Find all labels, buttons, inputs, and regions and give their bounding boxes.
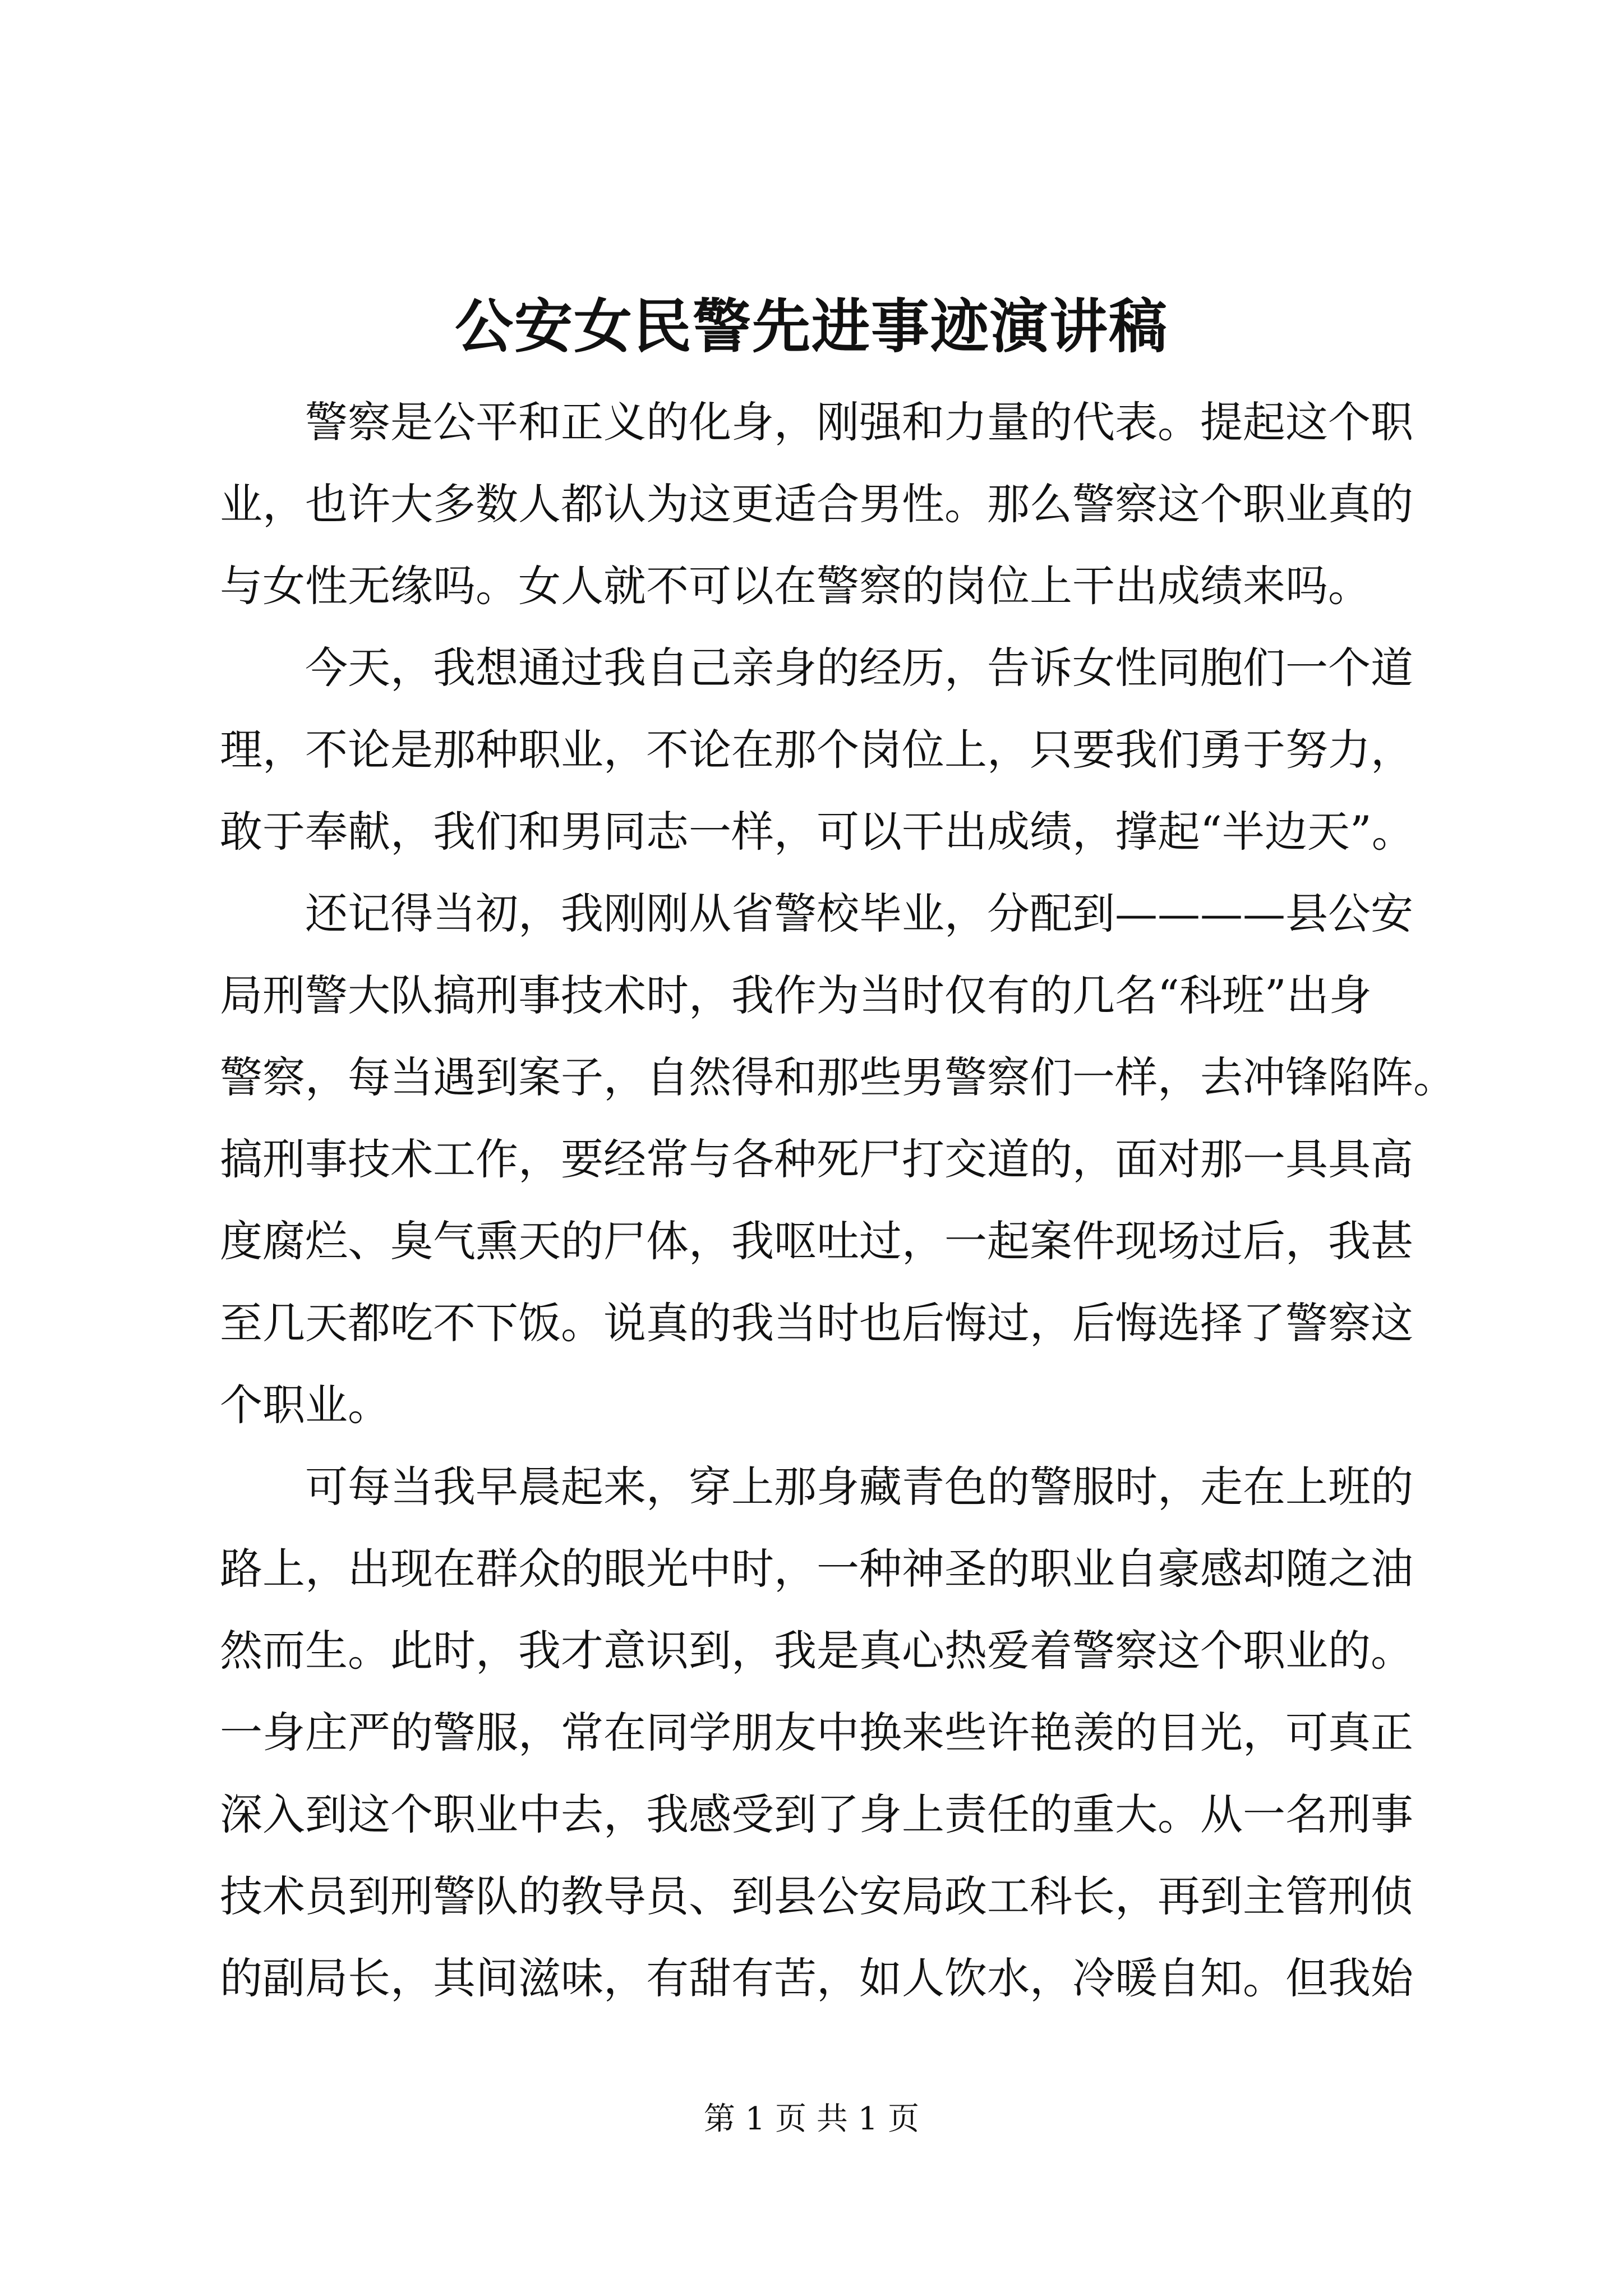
paragraph-line: 警察是公平和正义的化身，刚强和力量的代表。提起这个职 xyxy=(305,397,1413,447)
paragraph-line: 警察，每当遇到案子，自然得和那些男警察们一样，去冲锋陷阵。 xyxy=(220,1052,1456,1102)
paragraph-line: 至几天都吃不下饭。说真的我当时也后悔过，后悔选择了警察这 xyxy=(220,1298,1413,1348)
paragraph-line: 一身庄严的警服，常在同学朋友中换来些许艳羡的目光，可真正 xyxy=(220,1708,1413,1757)
paragraph-line: 的副局长，其间滋味，有甜有苦，如人饮水，冷暖自知。但我始 xyxy=(220,1953,1413,2003)
page-footer: 第 1 页 共 1 页 xyxy=(703,2101,920,2137)
paragraph-line: 搞刑事技术工作，要经常与各种死尸打交道的，面对那一具具高 xyxy=(220,1134,1413,1184)
paragraph-2 xyxy=(220,627,1414,873)
paragraph-line: 深入到这个职业中去，我感受到了身上责任的重大。从一名刑事 xyxy=(220,1789,1413,1839)
paragraph-line: 敢于奉献，我们和男同志一样，可以干出成绩，撑起“半边天”。 xyxy=(220,807,1414,857)
paragraph-1 xyxy=(220,381,1414,627)
paragraph-line: 与女性无缘吗。女人就不可以在警察的岗位上干出成绩来吗。 xyxy=(220,561,1371,611)
paragraph-line: 今天，我想通过我自己亲身的经历，告诉女性同胞们一个道 xyxy=(305,643,1413,693)
paragraph-line: 业，也许大多数人都认为这更适合男性。那么警察这个职业真的 xyxy=(220,479,1413,529)
paragraph-line: 技术员到刑警队的教导员、到县公安局政工科长，再到主管刑侦 xyxy=(220,1871,1413,1921)
document-body xyxy=(220,381,1456,2019)
document-title: 公安女民警先进事迹演讲稿 xyxy=(454,292,1168,361)
paragraph-line: 理，不论是那种职业，不论在那个岗位上，只要我们勇于努力， xyxy=(220,725,1413,775)
paragraph-3 xyxy=(220,873,1456,1446)
paragraph-line: 路上，出现在群众的眼光中时，一种神圣的职业自豪感却随之油 xyxy=(220,1544,1413,1594)
paragraph-line: 局刑警大队搞刑事技术时，我作为当时仅有的几名“科班”出身 xyxy=(220,970,1372,1020)
paragraph-line: 可每当我早晨起来，穿上那身藏青色的警服时，走在上班的 xyxy=(305,1462,1413,1512)
paragraph-4 xyxy=(220,1446,1414,2019)
paragraph-line: 然而生。此时，我才意识到，我是真心热爱着警察这个职业的。 xyxy=(220,1626,1413,1676)
paragraph-line: 还记得当初，我刚刚从省警校毕业，分配到————县公安 xyxy=(305,889,1413,938)
paragraph-line: 个职业。 xyxy=(220,1380,390,1430)
paragraph-line: 度腐烂、臭气熏天的尸体，我呕吐过，一起案件现场过后，我甚 xyxy=(220,1216,1413,1266)
